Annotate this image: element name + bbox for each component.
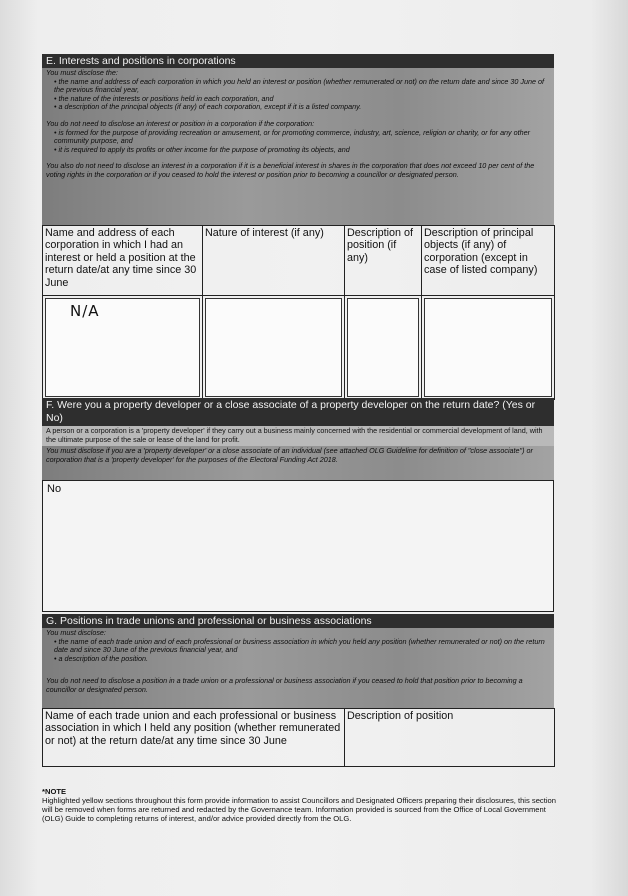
input-box[interactable] xyxy=(45,298,200,397)
section-e-title: E. Interests and positions in corporations xyxy=(46,55,236,67)
list-item: • the name of each trade union and of each professional or business association in which you held any position (whether remunerated or not) on the return date and since 30 June of the previous financial year, and xyxy=(54,638,550,655)
section-g-guidance xyxy=(42,628,554,708)
col-header-objects: Description of principal objects (if any) of corporation (except in case of listed company) xyxy=(422,226,555,296)
not-disclose-list xyxy=(46,129,550,155)
section-f-answer-box[interactable] xyxy=(42,480,554,612)
must-disclose-label: You must disclose: xyxy=(46,628,106,637)
answer-cell-objects[interactable] xyxy=(422,296,555,400)
section-f-definition xyxy=(42,426,554,446)
section-g-title: G. Positions in trade unions and professional or business associations xyxy=(46,615,372,627)
input-box[interactable] xyxy=(347,298,419,397)
answer-cell-corporation[interactable] xyxy=(43,296,203,400)
section-f-header xyxy=(42,398,554,426)
list-item: • a description of the principal objects (if any) of each corporation, except if it is a listed company. xyxy=(54,103,550,112)
input-box[interactable] xyxy=(424,298,552,397)
input-box[interactable] xyxy=(205,298,342,397)
note-heading: *NOTE xyxy=(42,787,67,796)
col-header-position: Description of position (if any) xyxy=(345,226,422,296)
answer-cell-nature[interactable] xyxy=(203,296,345,400)
section-g-header xyxy=(42,614,554,628)
must-disclose-list xyxy=(46,638,550,664)
handwritten-answer: N/A xyxy=(70,302,100,320)
col-header-description: Description of position xyxy=(345,709,555,767)
not-disclose-label: You do not need to disclose an interest or position in a corporation if the corporation: xyxy=(46,118,315,128)
also-not-disclose: You also do not need to disclose an interest in a corporation if it is a beneficial interest in shares in the corporation that does not exceed 10 per cent of the voting rights in the corporation or if you ceased to hold the interest or position prior to becoming a councillor or designated person. xyxy=(46,161,535,179)
list-item: • it is required to apply its profits or other income for the purpose of promoting its objects, and xyxy=(54,146,550,155)
close-associate-guidance: You must disclose if you are a 'property developer' or a close associate of an individual (see attached OLG Guideline for definition of "close associate") or corporation that is a 'property developer' for the purposes of the Electoral Funding Act 2018. xyxy=(46,446,533,464)
list-item: • is formed for the purpose of providing recreation or amusement, or for promoting commerce, industry, art, science, religion or charity, or for any other community purpose, and xyxy=(54,129,550,146)
list-item: • the name and address of each corporation in which you held an interest or position (whether remunerated or not) on the return date and since 30 June of the previous financial year, xyxy=(54,78,550,95)
list-item: • the nature of the interests or positions held in each corporation, and xyxy=(54,95,550,104)
footnote xyxy=(42,787,562,823)
section-f-guidance xyxy=(42,446,554,480)
section-f-title: F. Were you a property developer or a close associate of a property developer on the return date? (Yes or No) xyxy=(46,399,536,424)
col-header-corporation: Name and address of each corporation in which I had an interest or held a position at the return date/at any time since 30 June xyxy=(43,226,203,296)
not-disclose-note: You do not need to disclose a position in a trade union or a professional or business association if you ceased to hold that position prior to becoming a councillor or designated person. xyxy=(46,676,523,694)
must-disclose-list xyxy=(46,78,550,112)
section-e-guidance xyxy=(42,68,554,225)
list-item: • a description of the position. xyxy=(54,655,550,664)
col-header-union: Name of each trade union and each professional or business association in which I held any position (whether remunerated or not) at the return date/at any time since 30 June xyxy=(43,709,345,767)
section-e-header xyxy=(42,54,554,68)
answer-cell-position[interactable] xyxy=(345,296,422,400)
must-disclose-label: You must disclose the: xyxy=(46,68,118,77)
property-developer-definition: A person or a corporation is a 'property developer' if they carry out a business mainly concerned with the residential or commercial development of land, with the ultimate purpose of the sale or lease of the land for profit. xyxy=(46,426,543,444)
section-e-table xyxy=(42,225,555,400)
note-text: Highlighted yellow sections throughout this form provide information to assist Councillors and Designated Officers preparing their disclosures, this section will be removed when forms are returned and redacted by the Governance team. Information provided is sourced from the Office of Local Government (OLG) Guide to completing returns of interest, and/or advice provided directly from the OLG. xyxy=(42,796,556,823)
section-g-table xyxy=(42,708,555,767)
section-f-answer: No xyxy=(47,483,62,495)
col-header-nature: Nature of interest (if any) xyxy=(203,226,345,296)
